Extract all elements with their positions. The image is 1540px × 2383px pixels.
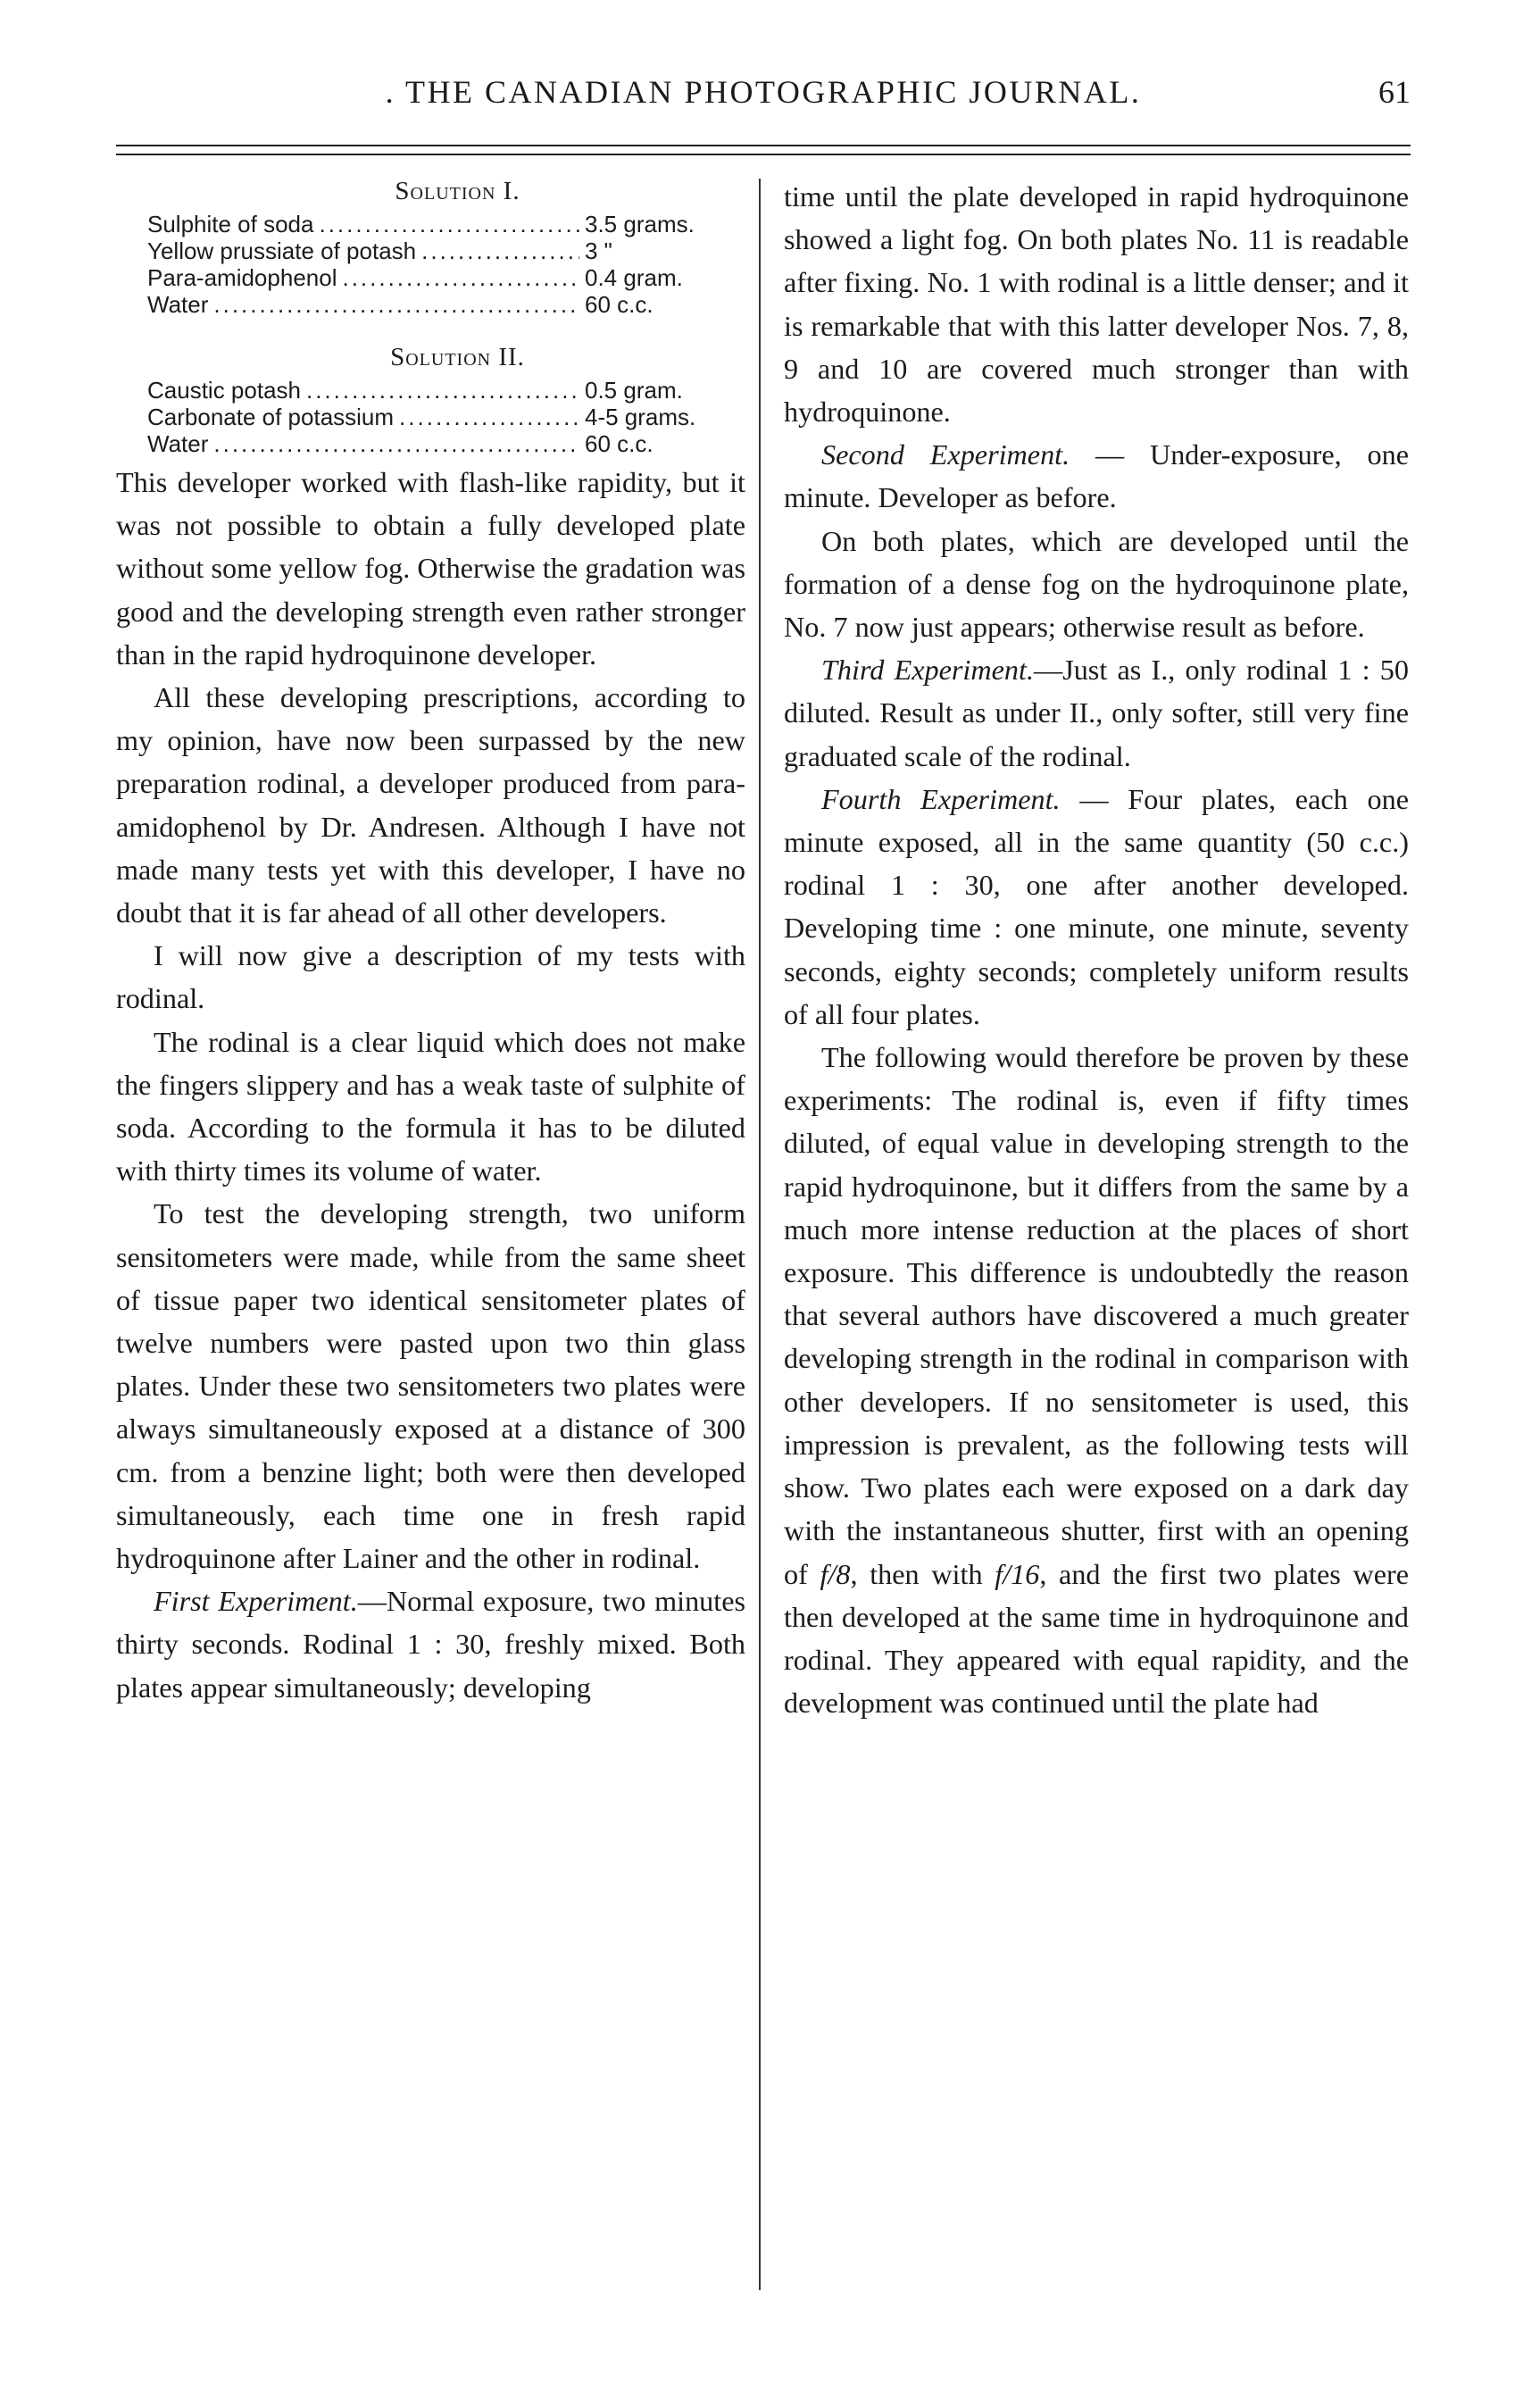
- conclusion-text: The following would therefore be proven by these experiments: The rodinal is, even if fifty times diluted, of equal value in developing strength to the rapid hydroquinone, but it differs from the same by a much more intense reduction at the places of short exposure. This difference is undoubtedly the reason that several authors have discovered a much greater developing strength in the rodinal in comparison with other developers. If no sensitometer is used, this impression is prevalent, as the following tests will show. Two plates each were exposed on a dark day with the instantaneous shutter, first with an opening of: [784, 1041, 1409, 1590]
- paragraph-conclusion: [784, 1036, 1409, 1724]
- running-title: . THE CANADIAN PHOTOGRAPHIC JOURNAL.: [385, 74, 1142, 110]
- page-header: [116, 73, 1411, 127]
- solution-1-title: Solution I.: [395, 177, 520, 205]
- paragraph: The rodinal is a clear liquid which does not make the fingers slippery and has a weak taste of sulphite of soda. According to the formula it has to be diluted with thirty times its volume of water.: [116, 1025, 745, 1187]
- paragraph: All these developing prescriptions, according to my opinion, have now been surpassed by the new preparation rodinal, a developer produced from para-amidophenol by Dr. Andresen. Although I have not made many tests yet with this developer, I have no doubt that it is far ahead of all other developers.: [116, 681, 745, 929]
- experiment-text: — Four plates, each one minute exposed, all in the same quantity (50 c.c.) rodinal 1 : 30, one after another developed. Developing time : one minute, one minute, seventy seconds, eighty seconds; completely uniform results of all four plates.: [784, 782, 1409, 1030]
- header-rule-top: [116, 145, 1411, 146]
- experiment-label: Fourth Experiment.: [821, 782, 1061, 815]
- solution-2-formula: [147, 377, 719, 457]
- formula-row: [147, 377, 719, 404]
- ingredient-name: Para-amidophenol: [147, 264, 337, 291]
- aperture-f8: f/8: [820, 1557, 851, 1590]
- header-rule-bottom: [116, 154, 1411, 155]
- experiment-label: Second Experiment.: [821, 438, 1070, 471]
- formula-row: [147, 430, 719, 457]
- left-column: [116, 175, 745, 1709]
- ingredient-name: Sulphite of soda: [147, 211, 314, 237]
- paragraph-second-experiment: [784, 433, 1409, 519]
- ingredient-amount: 4-5 grams.: [585, 404, 696, 430]
- ingredient-amount: 0.5 gram.: [585, 377, 683, 404]
- formula-row: [147, 264, 719, 291]
- aperture-f16: f/16: [995, 1557, 1040, 1590]
- paragraph: I will now give a description of my tests with rodinal.: [116, 939, 745, 1015]
- paragraph-third-experiment: [784, 648, 1409, 778]
- solution-2-title: Solution II.: [390, 343, 525, 371]
- ingredient-amount: 60 c.c.: [585, 430, 653, 457]
- ingredient-name: Yellow prussiate of potash: [147, 237, 417, 264]
- experiment-text: —Just as I., only rodinal 1 : 50 diluted. Result as under II., only softer, still very fine graduated scale of the rodinal.: [784, 654, 1409, 772]
- ingredient-amount: 3.5 grams.: [585, 211, 695, 237]
- ingredient-amount: 0.4 gram.: [585, 264, 683, 291]
- paragraph: On both plates, which are developed until the formation of a dense fog on the hydroquinone plate, No. 7 now just appears; otherwise result as before.: [784, 524, 1409, 644]
- solution-1-formula: [147, 211, 719, 318]
- experiment-label: Third Experiment.: [821, 654, 1034, 687]
- ingredient-amount: 3 ": [585, 237, 612, 264]
- paragraph: time until the plate developed in rapid hydroquinone showed a light fog. On both plates No. 11 is readable after fixing. No. 1 with rodinal is a little denser; and it is remarkable that with this latter developer Nos. 7, 8, 9 and 10 are covered much stronger than with hydroquinone.: [784, 180, 1409, 429]
- formula-row: [147, 404, 719, 430]
- ingredient-amount: 60 c.c.: [585, 291, 653, 318]
- ingredient-name: Water: [147, 430, 209, 457]
- conclusion-text-mid: , then with: [850, 1557, 995, 1590]
- experiment-text: — Under-exposure, one minute. Developer as before.: [784, 438, 1409, 514]
- formula-row: [147, 291, 719, 318]
- experiment-text: —Normal exposure, two minutes thirty seconds. Rodinal 1 : 30, freshly mixed. Both plates appear simultaneously; developing: [116, 1585, 746, 1704]
- right-column: [784, 175, 1409, 1724]
- formula-row: [147, 237, 719, 264]
- conclusion-text-end: , and the first two plates were then developed at the same time in hydroquinone and rodinal. They appeared with equal rapidity, and the development was continued until the plate had: [784, 1557, 1410, 1720]
- column-divider: [759, 179, 761, 2290]
- paragraph-fourth-experiment: [784, 778, 1409, 1036]
- ingredient-name: Caustic potash: [147, 377, 301, 404]
- ingredient-name: Water: [147, 291, 209, 318]
- paragraph-first-experiment: [116, 1579, 745, 1709]
- formula-row: [147, 211, 719, 237]
- paragraph: This developer worked with flash-like rapidity, but it was not possible to obtain a fully developed plate without some yellow fog. Otherwise the gradation was good and the developing strength even rather stronger than in the rapid hydroquinone developer.: [116, 466, 745, 671]
- experiment-label: First Experiment.: [154, 1585, 358, 1618]
- paragraph: To test the developing strength, two uniform sensitometers were made, while from the same sheet of tissue paper two identical sensitometer plates of twelve numbers were pasted upon two thin glass plates. Under these two sensitometers two plates were always simultaneously exposed at a distance of 300 cm. from a benzine light; both were then developed simultaneously, each time one in fresh rapid hydroquinone after Lainer and the other in rodinal.: [116, 1197, 745, 1575]
- ingredient-name: Carbonate of potassium: [147, 404, 395, 430]
- page-number: 61: [1378, 74, 1411, 110]
